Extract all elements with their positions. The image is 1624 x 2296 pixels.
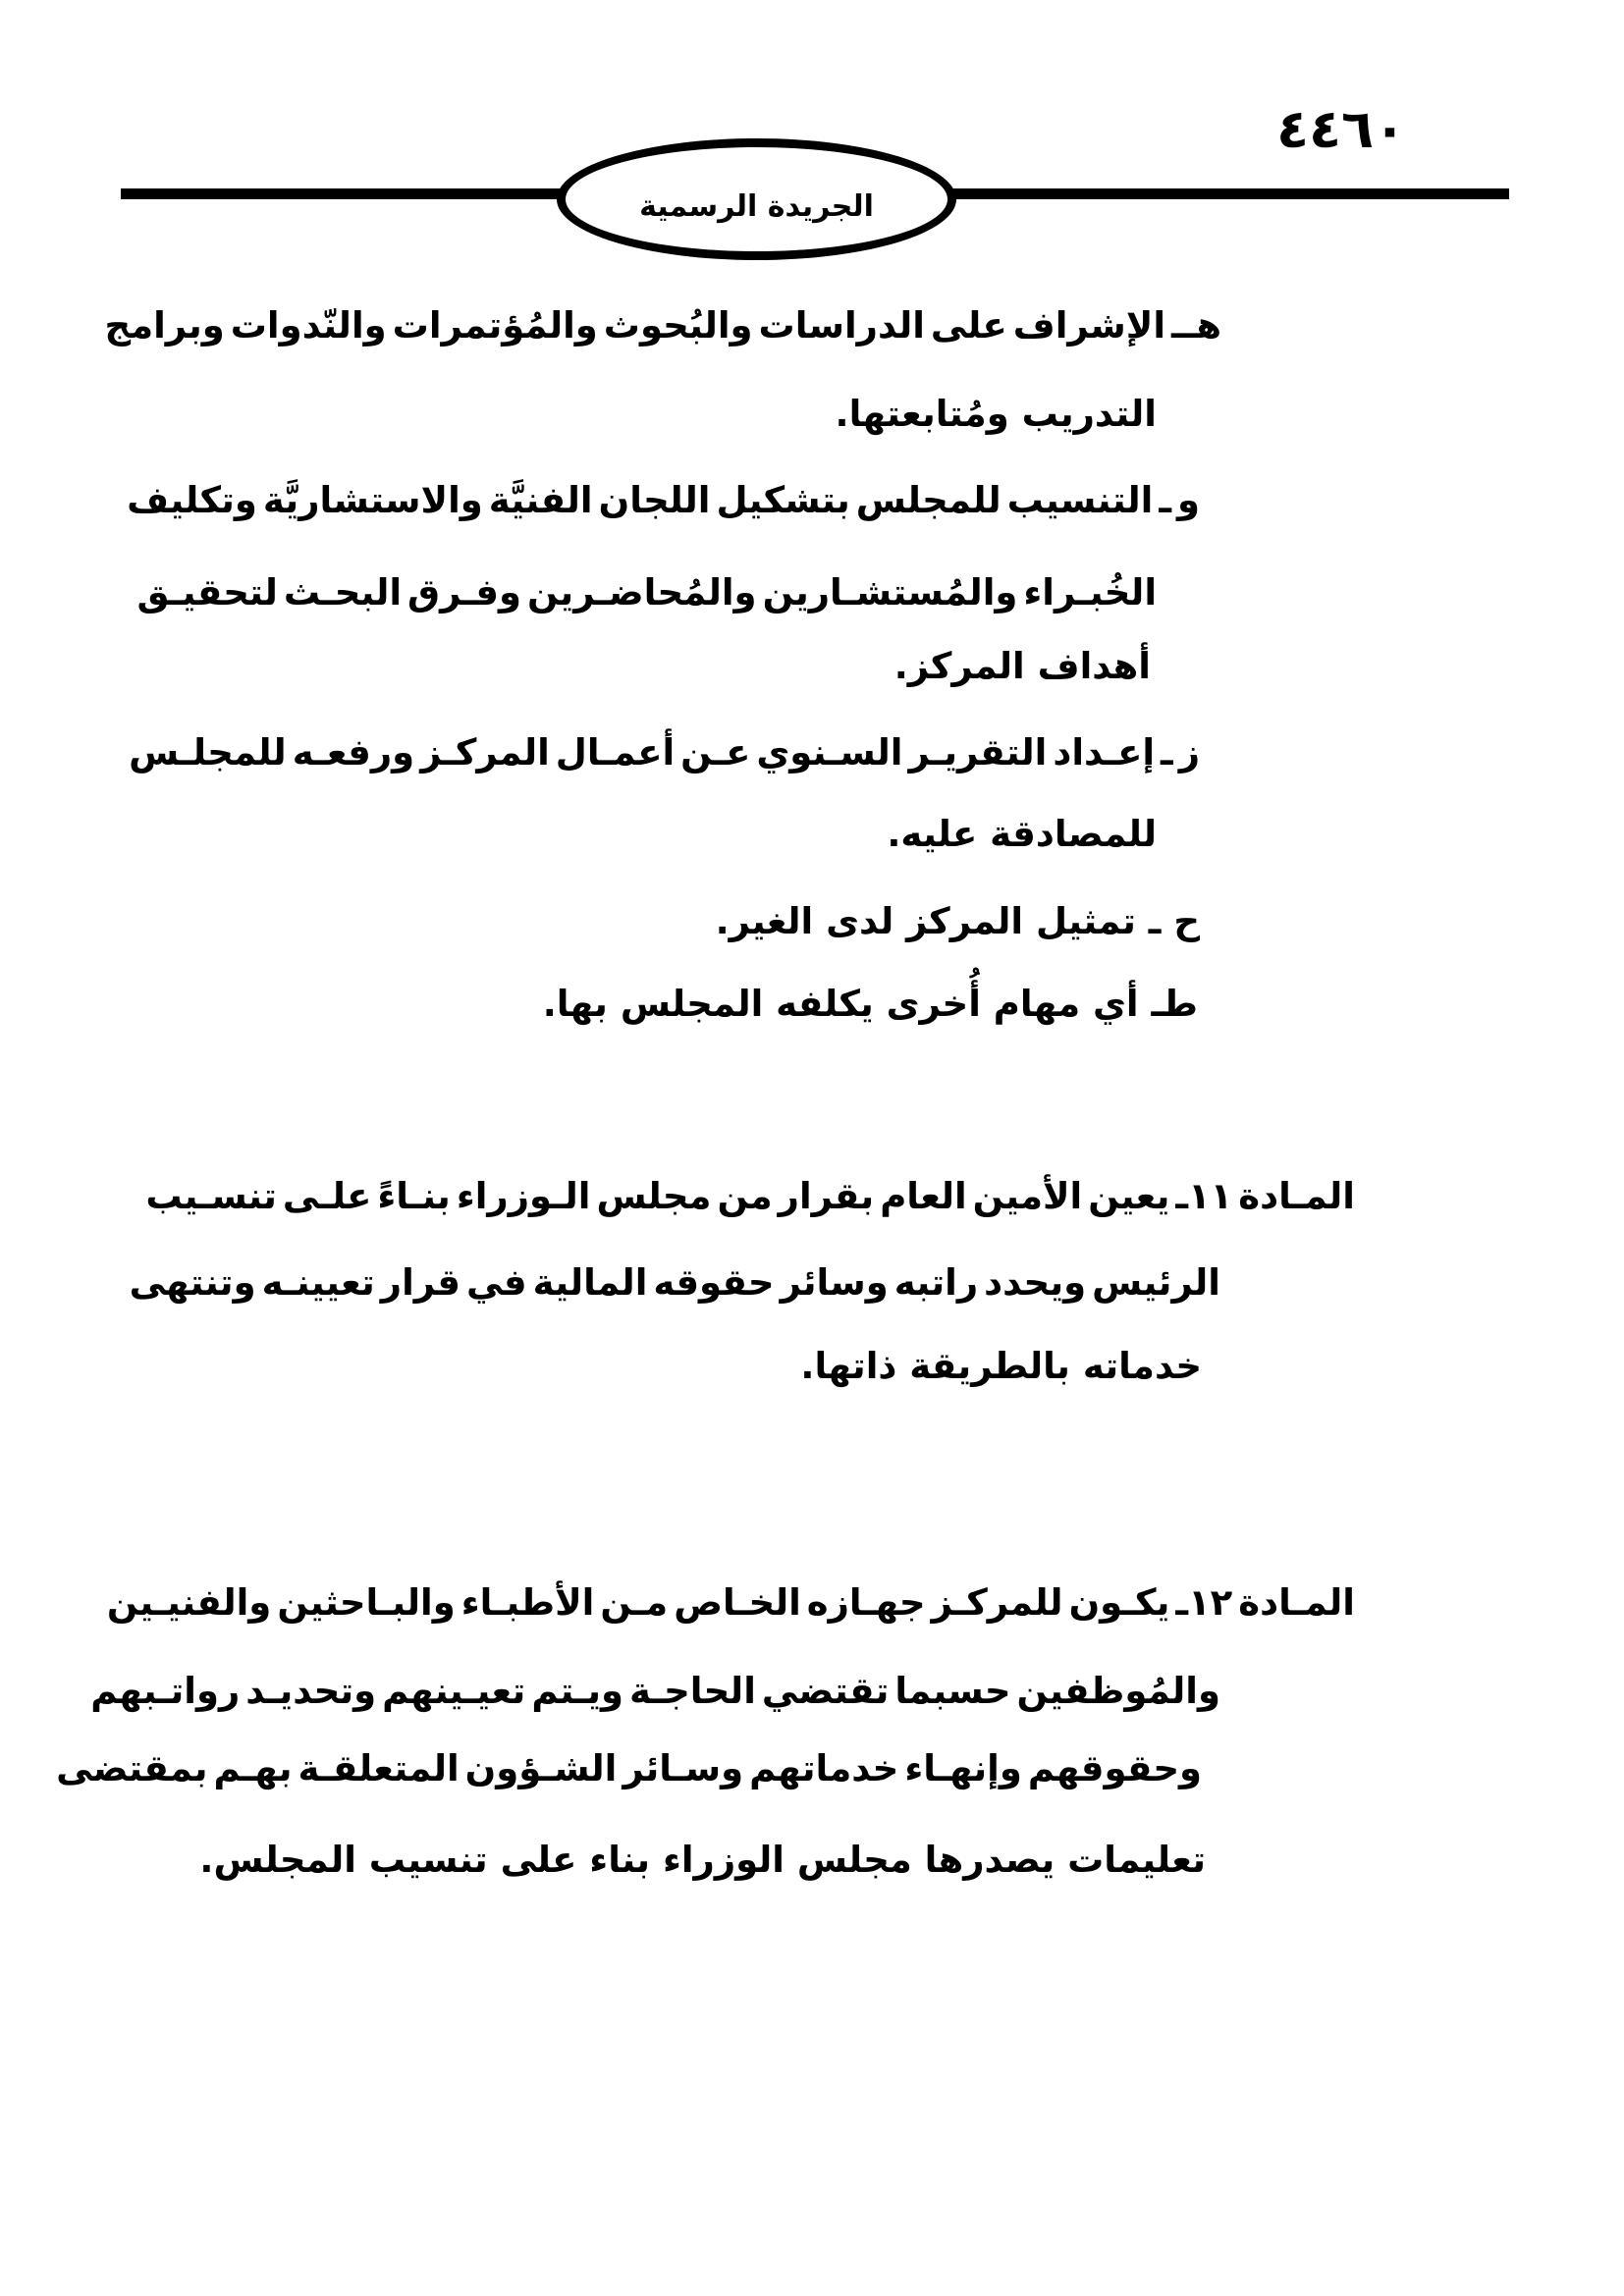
- text-line-article-11: المـادة ١١ـ يعين الأمين العام بقرار من مجلس الـوزراء بنـاءً علـى تنسـيب: [145, 1175, 1355, 1217]
- text-line-article-11-end: خدماته بالطريقة ذاتها.: [800, 1345, 1202, 1387]
- page-number: ٤٤٦٠: [1276, 98, 1406, 160]
- text-line-clause-heh-cont: التدريب ومُتابعتها.: [835, 393, 1157, 435]
- text-line-clause-hah: ح ـ تمثيل المركز لدى الغير.: [715, 900, 1200, 942]
- text-line-clause-waw: و ـ التنسيب للمجلس بتشكيل اللجان الفنيَّة والاستشاريَّة وتكليف: [127, 479, 1200, 521]
- text-line-clause-tah: طـ أي مهام أُخرى يكلفه المجلس بها.: [542, 983, 1198, 1025]
- text-line-article-12: المـادة ١٢ـ يكـون للمركـز جهـازه الخـاص مـن الأطبـاء والبـاحثين والفنيـين: [106, 1581, 1355, 1624]
- text-line-clause-zay: ز ـ إعـداد التقريـر السـنوي عـن أعمـال المركـز ورفعـه للمجلـس: [129, 731, 1200, 774]
- text-line-clause-heh: هــ الإشراف على الدراسات والبُحوث والمُؤتمرات والنّدوات وبرامج: [104, 304, 1221, 347]
- text-line-article-12-cont: والمُوظفين حسبما تقتضي الحاجـة ويـتم تعيـينهم وتحديـد رواتـبهم: [90, 1670, 1220, 1712]
- text-line-article-12-end: تعليمات يصدرها مجلس الوزراء بناء على تنسيب المجلس.: [199, 1839, 1206, 1881]
- text-line-clause-waw-cont: الخُبـراء والمُستشـارين والمُحاضـرين وفـرق البحـث لتحقيـق: [136, 571, 1157, 614]
- text-line-article-11-cont: الرئيس ويحدد راتبه وسائر حقوقه المالية في قرار تعيينـه وتنتهى: [129, 1261, 1220, 1304]
- gazette-banner-title: الجريدة الرسمية: [639, 188, 874, 224]
- text-line-article-12-cont2: وحقوقهم وإنهـاء خدماتهم وسـائر الشـؤون المتعلقـة بهـم بمقتضى: [56, 1747, 1202, 1789]
- text-line-clause-zay-end: للمصادقة عليه.: [887, 813, 1157, 855]
- gazette-banner-ellipse: [557, 138, 956, 260]
- text-line-clause-waw-end: أهداف المركز.: [893, 645, 1151, 687]
